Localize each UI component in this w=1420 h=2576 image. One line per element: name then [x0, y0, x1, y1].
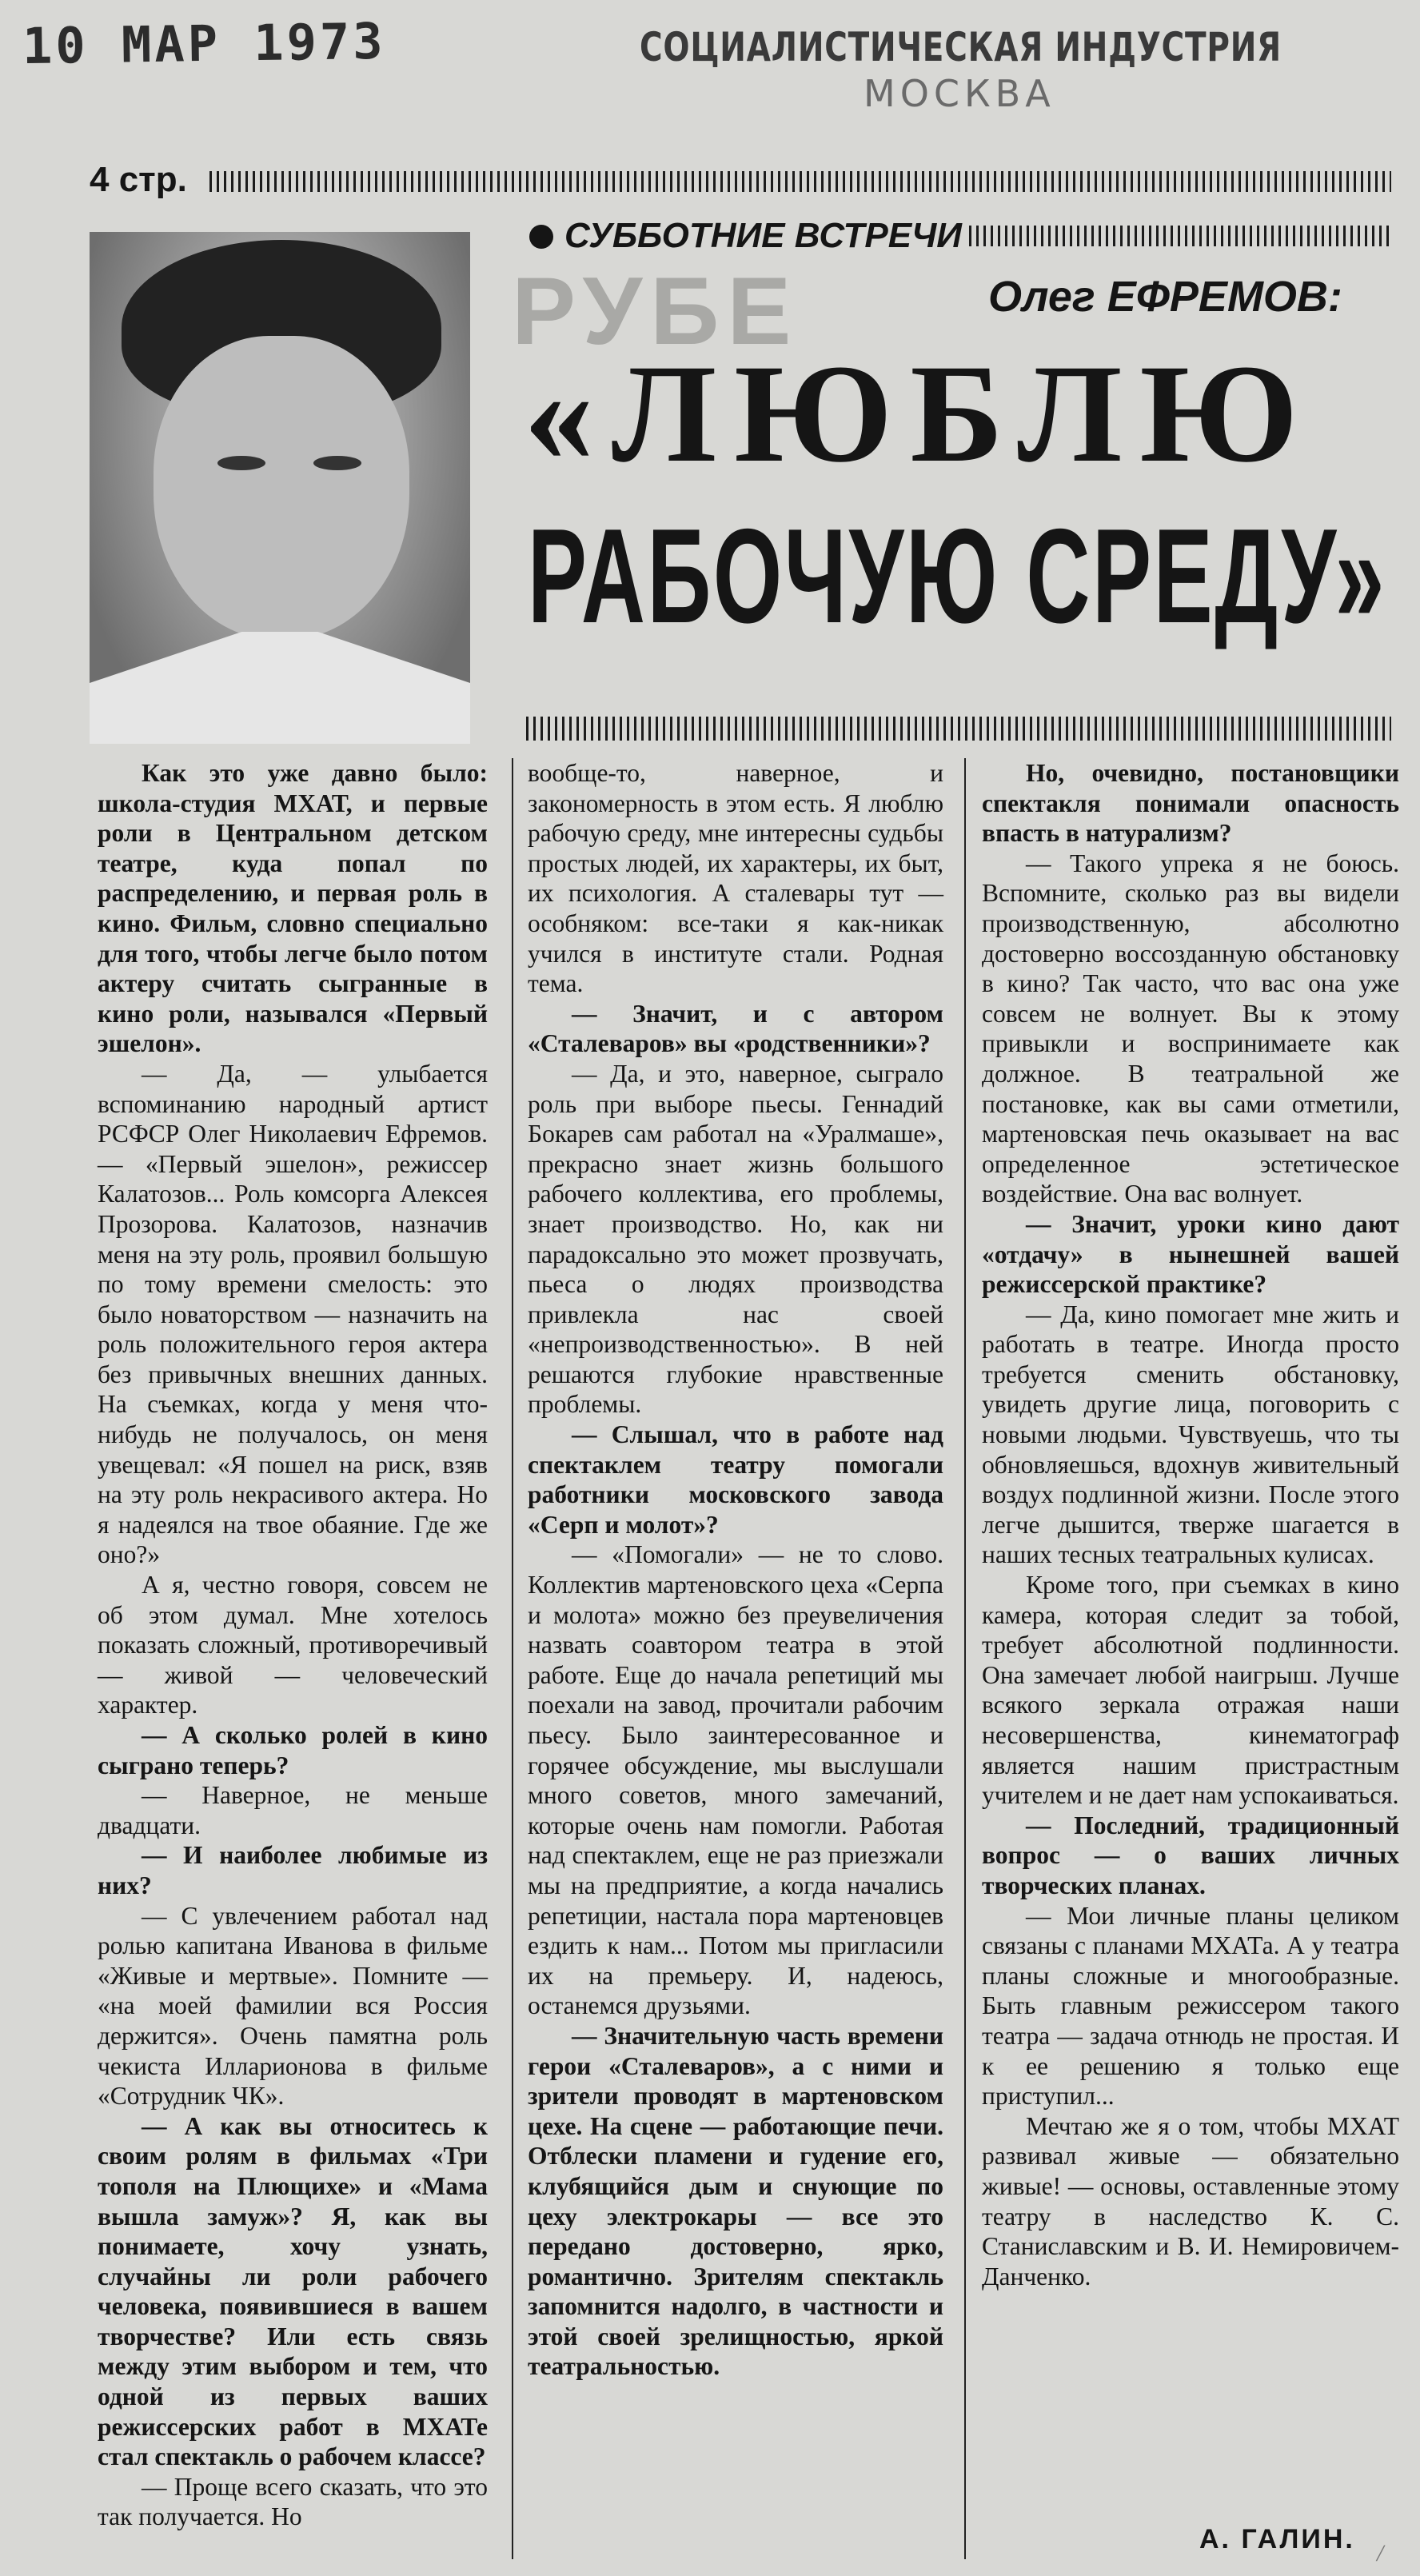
paragraph: Мечтаю же я о том, чтобы МХАТ развивал живые — обязательно живые! — основы, оставленные этому театру в наследство К. С. Станиславским и В. И. Немировичем-Данченко.: [982, 2111, 1399, 2290]
page-number: 4 стр.: [90, 160, 187, 199]
rubric-heading: [529, 216, 962, 256]
rubric-hatch-rule: [969, 226, 1391, 246]
paragraph: — Да, и это, наверное, сыграло роль при выборе пьесы. Геннадий Бокарев сам работал на «Уралмаше», прекрасно знает жизнь большого рабочего коллектива, его проблемы, знает производство. Но, как ни парадоксально это может прозвучать, пьеса о людях производства привлекла нас своей «непроизводственностью». В ней решаются глубокие нравственные проблемы.: [528, 1059, 943, 1419]
question-paragraph: — Значит, уроки кино дают «отдачу» в нынешней вашей режиссерской практике?: [982, 1209, 1399, 1299]
headline-hatch-rule: [526, 717, 1391, 741]
paragraph: — Да, кино помогает мне жить и работать в театре. Иногда просто требуется сменить обстановку, увидеть другие лица, поговорить с новыми людьми. Чувствуешь, что ты обновляешься, вдохнув живительный воздух подлинной жизни. После этого легче дышится, тверже шагается в наших тесных театральных кулисах.: [982, 1300, 1399, 1569]
bullet-icon: [529, 225, 553, 249]
article-column-1: [98, 758, 488, 2532]
corner-mark: /: [1377, 2540, 1384, 2566]
article-column-3: [982, 758, 1399, 2291]
paragraph: — Наверное, не меньше двадцати.: [98, 1781, 488, 1839]
question-paragraph: Но, очевидно, постановщики спектакля понимали опасность впасть в натурализм?: [982, 759, 1399, 848]
question-paragraph: — И наиболее любимые из них?: [98, 1841, 488, 1899]
column-rule: [512, 758, 513, 2559]
article-column-2: [528, 758, 943, 2382]
paragraph: — Мои личные планы целиком связаны с планами МХАТа. А у театра планы сложные и многообразные. Быть главным режиссером такого театра — задача отнюдь не простая. И к ее решению я только еще приступил...: [982, 1901, 1399, 2111]
paragraph: — Проще всего сказать, что это так получается. Но: [98, 2472, 488, 2531]
headline-line-1: «ЛЮБЛЮ: [524, 336, 1316, 492]
paragraph: — Такого упрека я не боюсь. Вспомните, сколько раз вы видели производственную, абсолютно достоверно воссозданную обстановку в кино? Так часто, что вас она уже совсем не волнует. Вы к этому привыкли и воспринимаете как должное. В театральной же постановке, как вы сами отметили, мартеновская печь оказывает на вас определенное эстетическое воздействие. Она вас волнует.: [982, 849, 1399, 1208]
question-paragraph: — Значительную часть времени герои «Сталеваров», а с ними и зрители проводят в мартеновском цехе. На сцене — работающие печи. Отблески пламени и гудение его, клубящийся дым и снующие по цеху электрокары — все это передано достоверно, ярко, романтично. Зрителям спектакль запомнится надолго, в частности и этой своей зрелищностью, яркой театральностью.: [528, 2021, 943, 2381]
question-paragraph: — Значит, и с автором «Сталеваров» вы «родственники»?: [528, 999, 943, 1058]
paragraph: А я, честно говоря, совсем не об этом думал. Мне хотелось показать сложный, противоречивый — живой — человеческий характер.: [98, 1571, 488, 1719]
newspaper-name-stamp: СОЦИАЛИСТИЧЕСКАЯ ИНДУСТРИЯ: [640, 24, 1282, 70]
paragraph: — Да, — улыбается вспоминанию народный артист РСФСР Олег Николаевич Ефремов. — «Первый эшелон», режиссер Калатозов... Роль комсорга Алексея Прозорова. Калатозов, назначив меня на эту роль, проявил большую по тому времени смелость: это было новаторством — назначить на роль положительного героя актера без привычных внешних данных. На съемках, когда у меня что-нибудь не получалось, он меня увещевал: «Я пошел на риск, взяв на эту роль некрасивого актера. Но я надеялся на твое обаяние. Где же оно?»: [98, 1059, 488, 1569]
question-paragraph: — Последний, традиционный вопрос — о ваших личных творческих планах.: [982, 1811, 1399, 1899]
city-stamp: МОСКВА: [864, 72, 1055, 115]
paragraph: — С увлечением работал над ролью капитана Иванова в фильме «Живые и мертвые». Помните — «на моей фамилии вся Россия держится». Очень памятна роль чекиста Илларионова в фильме «Сотрудник ЧК».: [98, 1901, 488, 2111]
paragraph: вообще-то, наверное, и закономерность в этом есть. Я люблю рабочую среду, мне интересны судьбы простых людей, их характеры, их быт, их психология. А сталевары тут — особняком: все-таки я как-никак учился в институте стали. Родная тема.: [528, 759, 943, 998]
headline-line-2: РАБОЧУЮ СРЕДУ»: [528, 501, 1386, 651]
question-paragraph: — Слышал, что в работе над спектаклем театру помогали работники московского завода «Серп и молот»?: [528, 1420, 943, 1539]
rubric-label: СУББОТНИЕ ВСТРЕЧИ: [564, 216, 962, 255]
header-hatch-rule: [209, 171, 1391, 192]
paragraph: Кроме того, при съемках в кино камера, которая следит за тобой, требует абсолютной подлинности. Она замечает любой наигрыш. Лучше всякого зеркала отражая наши несовершенства, кинематограф является нашим пристрастным учителем и не дает нам успокаиваться.: [982, 1571, 1399, 1810]
question-paragraph: — А сколько ролей в кино сыграно теперь?: [98, 1721, 488, 1779]
portrait-photo: [90, 232, 470, 744]
question-paragraph: — А как вы относитесь к своим ролям в фильмах «Три тополя на Плющихе» и «Мама вышла замуж»? Я, как вы понимаете, хочу узнать, случайны ли роли рабочего человека, появившиеся в вашем творчестве? Или есть связь между этим выбором и тем, что одной из первых ваших режиссерских работ в МХАТе стал спектакль о рабочем классе?: [98, 2111, 488, 2471]
column-rule: [964, 758, 966, 2559]
question-paragraph: Как это уже давно было: школа-студия МХАТ, и первые роли в Центральном детском театре, куда попал по распределению, и первая роль в кино. Фильм, словно специально для того, чтобы легче было потом актеру считать сыгранные в кино роли, назывался «Первый эшелон».: [98, 759, 488, 1058]
author-line: Олег ЕФРЕМОВ:: [988, 273, 1342, 321]
signature: А. ГАЛИН.: [1199, 2524, 1355, 2554]
paragraph: — «Помогали» — не то слово. Коллектив мартеновского цеха «Серпа и молота» можно без преувеличения назвать соавтором театра в этой работе. Еще до начала репетиций мы поехали на завод, прочитали рабочим пьесу. Было заинтересованное и горячее обсуждение, мы выслушали много советов, много замечаний, которые очень нам помогли. Работая над спектаклем, еще не раз приезжали мы на предприятие, а когда начались репетиции, настала пора мартеновцев ездить к нам... Потом мы пригласили их на премьеру. И, надеюсь, останемся друзьями.: [528, 1540, 943, 2020]
show-through-text: РУБЕ: [512, 258, 800, 365]
date-stamp: 10 МАР 1973: [22, 11, 387, 76]
